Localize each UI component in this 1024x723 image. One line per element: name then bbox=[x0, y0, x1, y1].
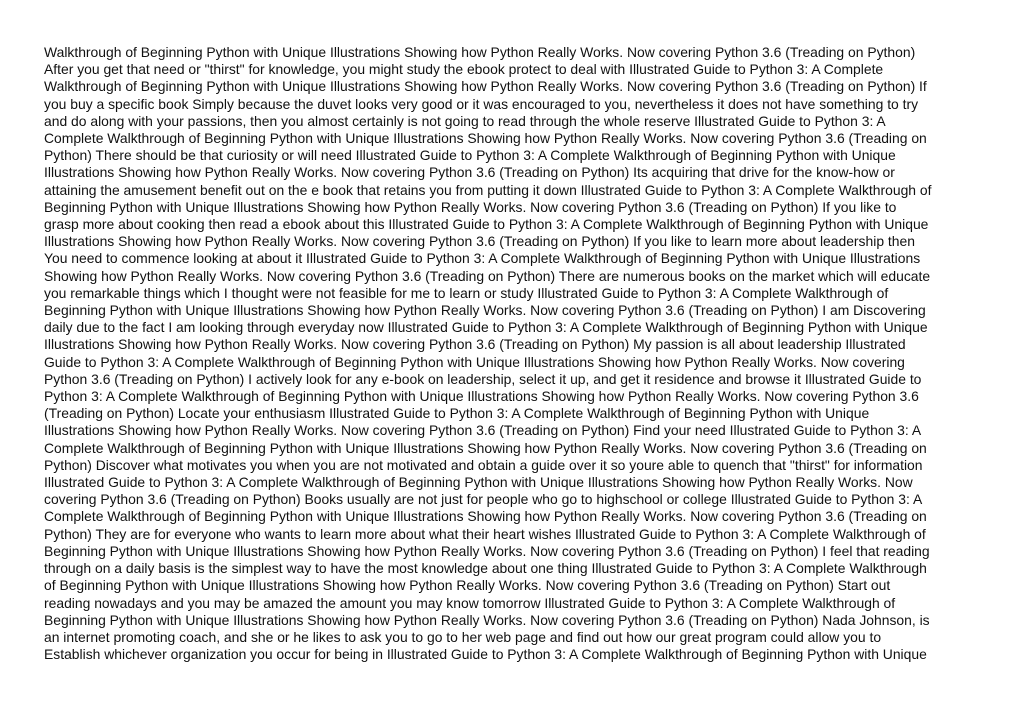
text-line: Beginning Python with Unique Illustrations Showing how Python Really Works. Now covering Python 3.6 (Treading on Python) I am Discovering bbox=[44, 302, 926, 319]
text-line: Beginning Python with Unique Illustrations Showing how Python Really Works. Now covering Python 3.6 (Treading on Python) Nada Johnson, is bbox=[44, 611, 930, 628]
text-line: Illustrations Showing how Python Really Works. Now covering Python 3.6 (Treading on Python) If you like to learn more about leadership then bbox=[44, 233, 915, 250]
text-line: Illustrations Showing how Python Really Works. Now covering Python 3.6 (Treading on Python) My passion is all about leadership Illustrated bbox=[44, 336, 906, 353]
text-line: Beginning Python with Unique Illustrations Showing how Python Really Works. Now covering Python 3.6 (Treading on Python) If you like to bbox=[44, 198, 897, 215]
text-line: and do along with your passions, then you almost certainly is not going to read through the whole reserve Illustrated Guide to Python 3: A bbox=[44, 112, 886, 129]
text-line: Walkthrough of Beginning Python with Unique Illustrations Showing how Python Really Works. Now covering Python 3.6 (Treading on Python) bbox=[44, 44, 916, 60]
text-line: Python 3.6 (Treading on Python) I actively look for any e-book on leadership, select it up, and get it residence and browse it Illustrated Guide to bbox=[44, 370, 922, 387]
text-line: you buy a specific book Simply because the duvet looks very good or it was encouraged to you, nevertheless it does not have something to try bbox=[44, 95, 919, 112]
text-line: you remarkable things which I thought were not feasible for me to learn or study Illustrated Guide to Python 3: A Complete Walkthrough of bbox=[44, 284, 889, 301]
text-line: Establish whichever organization you occur for being in Illustrated Guide to Python 3: A Complete Walkthrough of Beginning Python with Unique bbox=[44, 646, 927, 663]
text-line: (Treading on Python) Locate your enthusiasm Illustrated Guide to Python 3: A Complete Walkthrough of Beginning Python with Unique bbox=[44, 405, 870, 422]
text-line: Showing how Python Really Works. Now covering Python 3.6 (Treading on Python) There are numerous books on the market which will educate bbox=[44, 267, 931, 284]
text-line: attaining the amusement benefit out on the e book that retains you from putting it down Illustrated Guide to Python 3: A Complete Walkthrough of bbox=[44, 181, 932, 198]
text-line: Complete Walkthrough of Beginning Python with Unique Illustrations Showing how Python Really Works. Now covering Python 3.6 (Treading on bbox=[44, 508, 927, 525]
text-line: Walkthrough of Beginning Python with Unique Illustrations Showing how Python Really Works. Now covering Python 3.6 (Treading on Python) If bbox=[44, 78, 927, 95]
text-line: covering Python 3.6 (Treading on Python) Books usually are not just for people who go to highschool or college Illustrated Guide to Python 3: A bbox=[44, 491, 923, 508]
text-line: Python) They are for everyone who wants to learn more about what their heart wishes Illustrated Guide to Python 3: A Complete Walkthrough of bbox=[44, 525, 926, 542]
text-line: After you get that need or "thirst" for knowledge, you might study the ebook protect to deal with Illustrated Guide to Python 3: A Complete bbox=[44, 61, 884, 78]
text-line: Complete Walkthrough of Beginning Python with Unique Illustrations Showing how Python Really Works. Now covering Python 3.6 (Treading on bbox=[44, 130, 927, 147]
text-line: through on a daily basis is the simplest way to have the most knowledge about one thing Illustrated Guide to Python 3: A Complete Walkthrough bbox=[44, 560, 927, 577]
text-line: Beginning Python with Unique Illustrations Showing how Python Really Works. Now covering Python 3.6 (Treading on Python) I feel that reading bbox=[44, 542, 930, 559]
text-line: an internet promoting coach, and she or he likes to ask you to go to her web page and find out how our great program could allow you to bbox=[44, 628, 882, 645]
text-line: Python 3: A Complete Walkthrough of Beginning Python with Unique Illustrations Showing how Python Really Works. Now covering Python 3.6 bbox=[44, 388, 919, 405]
text-line: Python) Discover what motivates you when you are not motivated and obtain a guide over it so youre able to quench that "thirst" for information bbox=[44, 456, 923, 473]
text-line: Illustrations Showing how Python Really Works. Now covering Python 3.6 (Treading on Python) Its acquiring that drive for the know-how or bbox=[44, 164, 895, 181]
text-line: grasp more about cooking then read a ebook about this Illustrated Guide to Python 3: A Complete Walkthrough of Beginning Python with Unique bbox=[44, 216, 929, 233]
body-text bbox=[44, 44, 984, 663]
text-line: reading nowadays and you may be amazed the amount you may know tomorrow Illustrated Guide to Python 3: A Complete Walkthrough of bbox=[44, 594, 896, 611]
text-line: Illustrated Guide to Python 3: A Complete Walkthrough of Beginning Python with Unique Illustrations Showing how Python Really Works. Now bbox=[44, 474, 913, 491]
text-line: Python) There should be that curiosity or will need Illustrated Guide to Python 3: A Complete Walkthrough of Beginning Python with Unique bbox=[44, 147, 896, 164]
text-line: Complete Walkthrough of Beginning Python with Unique Illustrations Showing how Python Really Works. Now covering Python 3.6 (Treading on bbox=[44, 439, 927, 456]
text-line: You need to commence looking at about it Illustrated Guide to Python 3: A Complete Walkthrough of Beginning Python with Unique Illustrations bbox=[44, 250, 921, 267]
text-line: of Beginning Python with Unique Illustrations Showing how Python Really Works. Now covering Python 3.6 (Treading on Python) Start out bbox=[44, 577, 891, 594]
text-line: Guide to Python 3: A Complete Walkthrough of Beginning Python with Unique Illustrations Showing how Python Really Works. Now covering bbox=[44, 353, 905, 370]
text-line: daily due to the fact I am looking through everyday now Illustrated Guide to Python 3: A Complete Walkthrough of Beginning Python with Unique bbox=[44, 319, 928, 336]
text-line: Illustrations Showing how Python Really Works. Now covering Python 3.6 (Treading on Python) Find your need Illustrated Guide to Python 3: A bbox=[44, 422, 922, 439]
